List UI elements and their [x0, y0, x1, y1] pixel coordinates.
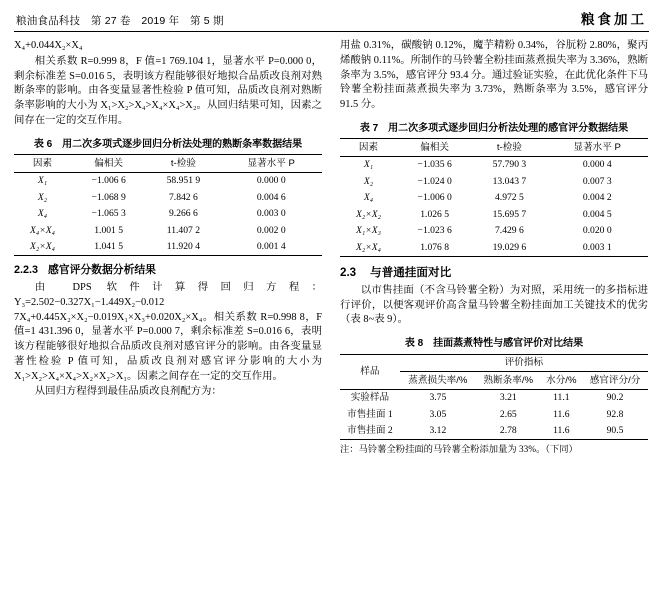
- table6-cell: 11.407 2: [166, 224, 201, 236]
- table-row: [340, 239, 648, 256]
- table-row: [340, 173, 648, 190]
- section-title: 与普通挂面对比: [370, 265, 452, 279]
- table6-cell: X₂: [37, 191, 48, 203]
- table7-cell: 7.429 6: [495, 225, 524, 237]
- table-row: [340, 223, 648, 240]
- table8-cell: 2.65: [499, 408, 517, 420]
- running-head: [14, 8, 649, 32]
- table8-cell: 3.12: [429, 425, 447, 437]
- table7-col-factor: 因素: [340, 139, 397, 157]
- table7-cell: X₂×X₄: [356, 241, 381, 253]
- table8-cell: 11.1: [553, 392, 570, 404]
- table6: [14, 154, 322, 256]
- table-row: [14, 189, 322, 206]
- table7-col-partial: 偏相关: [397, 139, 472, 157]
- table8-cell: 92.8: [606, 408, 624, 420]
- table8-col-group-metrics: 评价指标: [400, 354, 648, 372]
- table7-caption: 表 7 用二次多项式逐步回归分析法处理的感官评分数据结果: [359, 122, 629, 134]
- table6-cell: 9.266 6: [169, 208, 198, 220]
- table6-cell: X₄: [37, 208, 48, 220]
- table-row: [340, 190, 648, 207]
- paragraph-sensory-regression: 由 DPS 软件计算得回归方程：Y₃=2.502−0.327X₁−1.449X₂−0.012 7X₄+0.445X₂×X₂−0.019X₁×X₃+0.020X₂×X₄。相关系数 R=0.998 8，F 值=1 431.396 0，显著水平 P=0.000 7，剩余标准差 S=0.016 6，表明该方程能够很好地拟合品质改良剂对感官评分的影响。由各变量显著性检验 P 值可知，品质改良剂对感官评分影响的大小为 X₁>X₂>X₄×X₄>X₂×X₂>X₁。因素之间存在一定的交互作用。: [14, 282, 322, 382]
- table6-cell: −1.006 6: [91, 175, 126, 187]
- table8-cell: 11.6: [553, 425, 570, 437]
- table7-cell: X₂×X₂: [356, 208, 381, 220]
- running-head-right: 粮食加工: [581, 12, 647, 27]
- table6-cell: 0.002 0: [256, 224, 286, 236]
- table7-cell: 0.020 0: [582, 225, 612, 237]
- table6-cell: 0.003 0: [256, 208, 286, 220]
- table8-cell: 11.6: [553, 408, 570, 420]
- table7-cell: 0.004 5: [582, 208, 612, 220]
- table6-cell: X₁: [37, 175, 48, 187]
- table7-cell: −1.006 0: [417, 192, 452, 204]
- table8-note: 注：马铃薯全粉挂面的马铃薯全粉添加量为 33%。（下同）: [340, 445, 578, 456]
- table7-header-row: [340, 139, 648, 157]
- section-number: 2.2.3: [14, 264, 39, 277]
- table8-cell: 3.21: [499, 392, 517, 404]
- table7-cell: X₁: [363, 159, 374, 171]
- table6-cell: 7.842 6: [169, 191, 198, 203]
- table7: [340, 138, 648, 257]
- table6-cell: X₄×X₄: [30, 224, 55, 236]
- table6-cell: −1.068 9: [91, 191, 126, 203]
- table7-cell: −1.023 6: [417, 225, 452, 237]
- table8-cell: 实验样品: [350, 392, 390, 404]
- table7-col-p: 显著水平 P: [546, 139, 648, 157]
- table8-caption: 表 8 挂面蒸煮特性与感官评价对比结果: [404, 338, 584, 350]
- paragraph-comparison: 以市售挂面（不含马铃薯全粉）为对照，采用统一的多指标进行评价，以便客观评价高含量马铃薯全粉挂面加工关键技术的优劣（表 8~表 9）。: [340, 284, 648, 326]
- section-title: 感官评分数据分析结果: [48, 264, 156, 277]
- table8-cell: 3.05: [429, 408, 447, 420]
- table8-cell: 市售挂面 2: [347, 425, 393, 437]
- table8-col-sample: 样品: [340, 354, 400, 389]
- table-row: [14, 206, 322, 223]
- table7-cell: −1.024 0: [417, 175, 452, 187]
- table7-cell: X₄: [363, 192, 374, 204]
- table6-cell: 11.920 4: [166, 241, 201, 253]
- table8-cell: 3.75: [429, 392, 447, 404]
- paragraph-optimal-formula-lead: 从回归方程得到最佳品质改良剂配方为：: [34, 386, 222, 398]
- table6-col-partial: 偏相关: [71, 155, 146, 173]
- table6-col-p: 显著水平 P: [220, 155, 322, 173]
- table6-cell: −1.065 3: [91, 208, 126, 220]
- table6-cell: 0.000 0: [256, 175, 286, 187]
- table7-cell: 4.972 5: [495, 192, 524, 204]
- table6-cell: 0.004 6: [256, 191, 286, 203]
- section-heading-2-3: [340, 265, 648, 280]
- paragraph-regression-results: 相关系数 R=0.999 8，F 值=1 769.104 1，显著水平 P=0.000 0，剩余标准差 S=0.016 5，表明该方程能够很好地拟合品质改良剂对熟断条率的影响。由各变量显著性检验 P 值可知，品质改良剂对熟断条率影响的大小为 X₁>X₂>X₄>X₄×X₄>X₂。从回归结果可知，因素之间存在一定的交互作用。: [14, 55, 322, 126]
- table7-cell: 0.003 1: [582, 241, 612, 253]
- table7-cell: 15.695 7: [492, 208, 527, 220]
- table7-cell: −1.035 6: [417, 159, 452, 171]
- table8-header-row-group: [340, 354, 648, 372]
- table7-cell: 19.029 6: [492, 241, 527, 253]
- table7-cell: 1.026 5: [420, 208, 450, 220]
- table7-cell: 1.076 8: [420, 241, 450, 253]
- right-column: [340, 39, 648, 457]
- table6-caption: 表 6 用二次多项式逐步回归分析法处理的熟断条率数据结果: [33, 138, 303, 150]
- table6-cell: 1.041 5: [94, 241, 124, 253]
- table7-cell: 57.790 3: [492, 159, 527, 171]
- table7-cell: 0.007 3: [582, 175, 612, 187]
- table-row: [14, 239, 322, 256]
- table8-col-sensory: 感官评分/分: [582, 372, 648, 390]
- table6-cell: 1.001 5: [94, 224, 124, 236]
- table6-cell: X₂×X₄: [30, 241, 55, 253]
- table8-cell: 市售挂面 1: [347, 408, 393, 420]
- table-row: [340, 423, 648, 440]
- table7-cell: X₁×X₃: [356, 225, 381, 237]
- running-head-left: 粮油食品科技 第 27 卷 2019 年 第 5 期: [16, 15, 224, 27]
- table7-cell: 0.004 2: [582, 192, 612, 204]
- left-column: [14, 39, 322, 401]
- formula-continuation: X₄+0.044X₂×X₄: [14, 40, 83, 51]
- section-heading-2-2-3: [14, 263, 322, 277]
- two-column-body: [14, 39, 649, 457]
- table7-cell: 0.000 4: [582, 159, 612, 171]
- table6-header-row: [14, 155, 322, 173]
- table7-cell: 13.043 7: [492, 175, 527, 187]
- table8-cell: 2.78: [499, 425, 517, 437]
- table8-col-break-rate: 熟断条率/%: [476, 372, 541, 390]
- table8-cell: 90.5: [606, 425, 624, 437]
- table8-col-cooking-loss: 蒸煮损失率/%: [400, 372, 476, 390]
- table6-col-factor: 因素: [14, 155, 71, 173]
- table6-cell: 0.001 4: [256, 241, 286, 253]
- table-row: [340, 156, 648, 173]
- table8-cell: 90.2: [606, 392, 624, 404]
- table8-col-moisture: 水分/%: [541, 372, 582, 390]
- table7-col-ttest: t-检验: [472, 139, 546, 157]
- table6-cell: 58.951 9: [166, 175, 201, 187]
- table-row: [340, 389, 648, 406]
- table-row: [14, 172, 322, 189]
- table8: [340, 354, 648, 441]
- table6-col-ttest: t-检验: [146, 155, 220, 173]
- paragraph-optimal-formula: 用盐 0.31%，碳酸钠 0.12%，魔芋精粉 0.34%，谷朊粉 2.80%，聚丙烯酸钠 0.11%。所制作的马铃薯全粉挂面蒸煮损失率为 3.36%，熟断条率为 3.5%，感官评分 93.4 分。通过验证实验，在此优化条件下马铃薯全粉挂面蒸煮损失率为 3.73%，熟断条率为 3.5%，感官评分 91.5 分。: [340, 40, 648, 111]
- table7-cell: X₂: [363, 175, 374, 187]
- table-row: [340, 206, 648, 223]
- section-number: 2.3: [340, 265, 357, 279]
- table-row: [14, 222, 322, 239]
- table-row: [340, 406, 648, 423]
